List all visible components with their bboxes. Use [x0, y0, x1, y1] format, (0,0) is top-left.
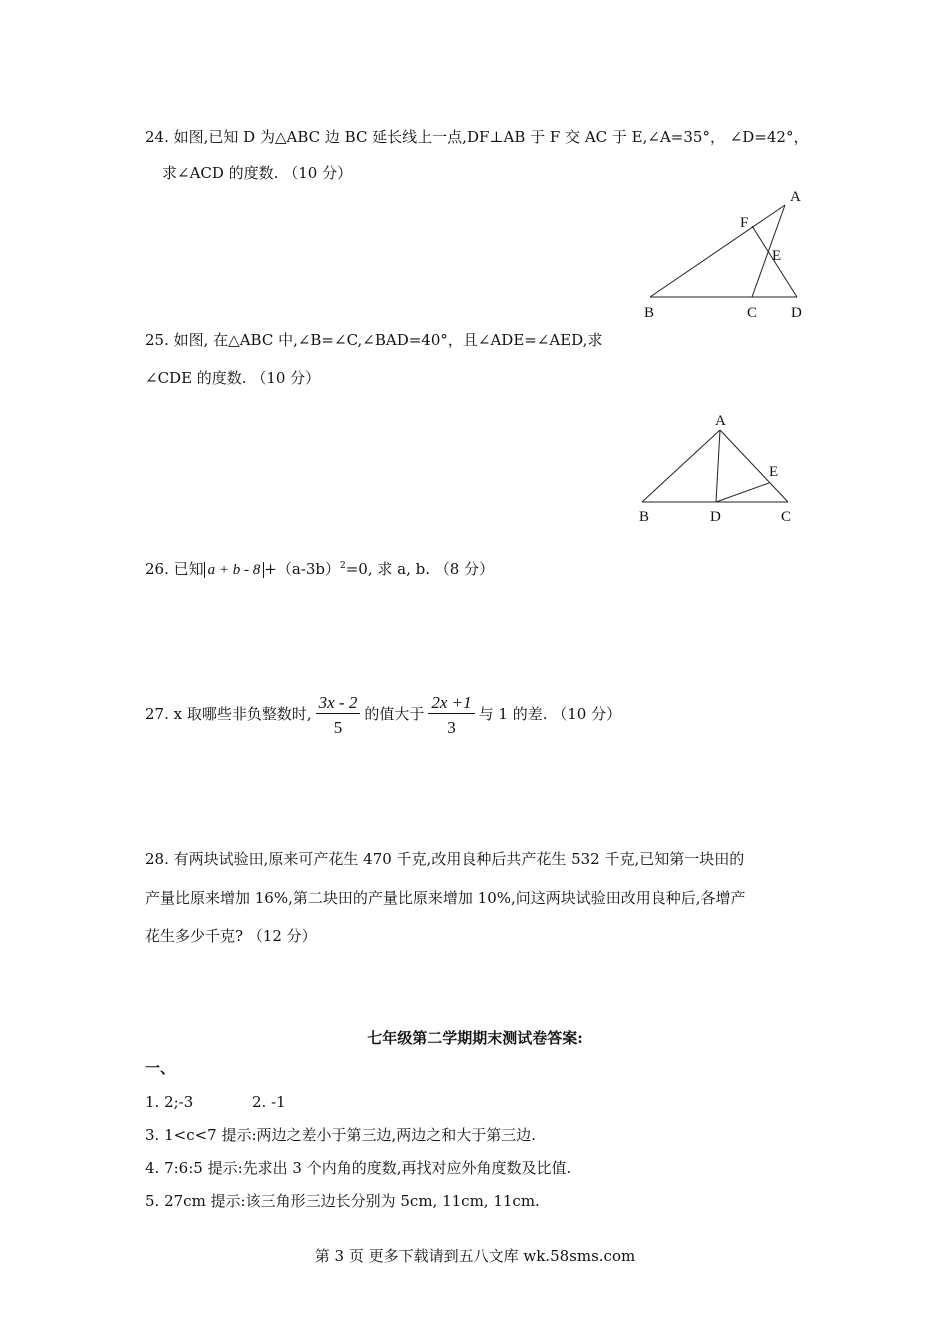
answer-3: 3. 1<c<7 提示:两边之差小于第三边,两边之和大于第三边. — [145, 1126, 537, 1144]
answer-4: 4. 7:6:5 提示:先求出 3 个内角的度数,再找对应外角度数及比值. — [145, 1159, 572, 1177]
q27-prefix: 27. x 取哪些非负整数时, — [145, 705, 312, 723]
page-footer: 第 3 页 更多下载请到五八文库 wk.58sms.com — [314, 1247, 636, 1265]
q27-frac1-den: 5 — [333, 717, 343, 737]
q27-suffix: 与 1 的差. （10 分） — [478, 705, 622, 723]
q25-line1: 25. 如图, 在△ABC 中,∠B=∠C,∠BAD=40°，且∠ADE=∠AED,求 — [145, 331, 603, 349]
q24-label-b: B — [644, 305, 655, 321]
answer-2: 2. -1 — [252, 1093, 286, 1111]
q26-prefix: 26. 已知 — [145, 560, 204, 578]
q28-line1: 28. 有两块试验田,原来可产花生 470 千克,改用良种后共产花生 532 千克,已知第一块田的 — [145, 850, 745, 868]
q28-line2: 产量比原来增加 16%,第二块田的产量比原来增加 10%,问这两块试验田改用良种后,各增产 — [145, 889, 746, 907]
q25-label-b: B — [639, 509, 650, 525]
q27-frac1-num: 3x - 2 — [316, 693, 361, 714]
q25-figure — [630, 405, 805, 530]
q27-frac2-den: 3 — [447, 717, 456, 737]
answer-1: 1. 2;-3 — [145, 1093, 194, 1111]
q25-label-c: C — [781, 509, 792, 525]
answers-section: 一、 — [145, 1059, 176, 1077]
q24-figure — [630, 180, 820, 325]
q26-mid: +（a-3b） — [264, 560, 340, 578]
q24-line2: 求∠ACD 的度数. （10 分） — [162, 164, 353, 182]
q26-sup: 2 — [339, 561, 346, 571]
answer-5: 5. 27cm 提示:该三角形三边长分别为 5cm, 11cm, 11cm. — [145, 1192, 540, 1210]
q25-label-e: E — [769, 464, 779, 480]
q25-label-d: D — [710, 509, 721, 525]
q25-line2: ∠CDE 的度数. （10 分） — [145, 369, 321, 387]
q27-line — [145, 690, 621, 738]
q24-label-a: A — [790, 189, 801, 205]
q24-label-e: E — [772, 248, 782, 264]
q26-suffix: =0, 求 a, b. （8 分） — [345, 560, 495, 578]
q24-label-f: F — [740, 215, 749, 231]
q25-label-a: A — [715, 413, 726, 429]
q28-line3: 花生多少千克? （12 分） — [145, 927, 317, 945]
q26-abs: a + b - 8 — [204, 562, 265, 578]
q26-line — [145, 556, 494, 579]
q27-middle: 的值大于 — [364, 705, 425, 723]
q24-label-c: C — [747, 305, 758, 321]
q27-frac2 — [428, 693, 474, 738]
q27-frac2-num: 2x +1 — [428, 693, 474, 714]
q24-label-d: D — [791, 305, 802, 321]
q24-line1: 24. 如图,已知 D 为△ABC 边 BC 延长线上一点,DF⊥AB 于 F 交 AC 于 E,∠A=35°， ∠D=42°， — [145, 128, 809, 146]
q27-frac1 — [316, 693, 361, 738]
answers-title: 七年级第二学期期末测试卷答案: — [367, 1029, 583, 1047]
